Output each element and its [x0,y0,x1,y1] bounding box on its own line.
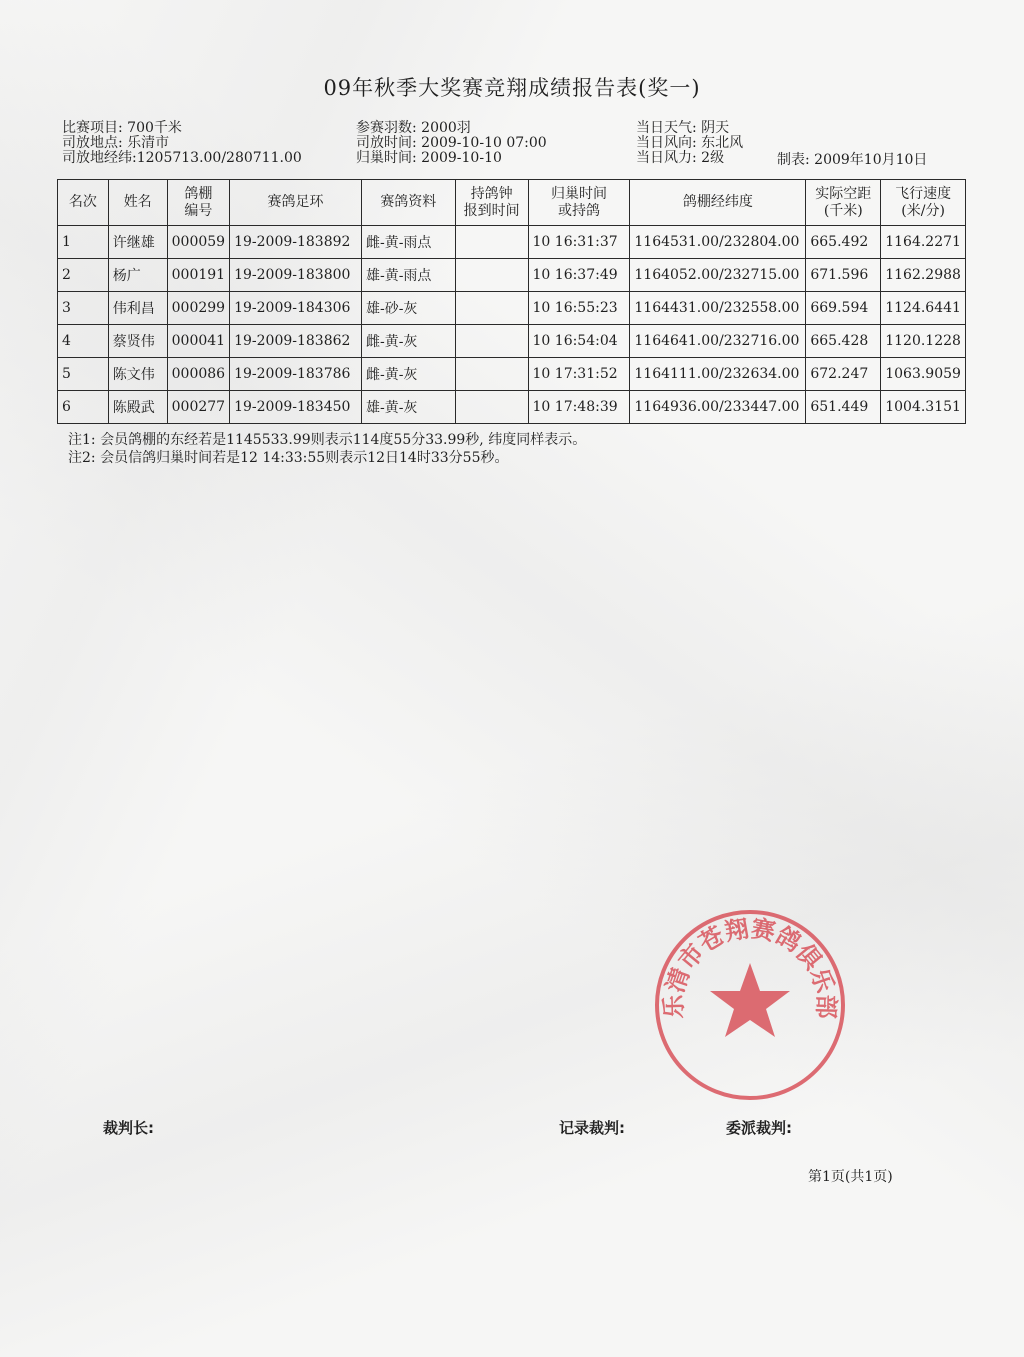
table-row [58,259,966,292]
race-item: 比赛项目: 700千米 [62,120,182,136]
report-title: 09年秋季大奖赛竞翔成绩报告表(奖一) [323,76,701,100]
table-row [58,226,966,259]
table-cell: 1124.6441 [881,292,966,325]
table-cell: 19-2009-183892 [230,226,362,259]
table-cell: 19-2009-183800 [230,259,362,292]
column-header: 持鸽钟 报到时间 [455,180,528,226]
seal-star-icon [710,963,790,1037]
table-cell: 10 16:31:37 [528,226,630,259]
table-cell [455,325,528,358]
wind-force: 当日风力: 2级 [636,150,725,166]
table-cell: 雄-砂-灰 [361,292,455,325]
table-cell: 000277 [167,391,229,424]
table-cell: 雌-黄-灰 [361,325,455,358]
table-row [58,325,966,358]
table-row [58,358,966,391]
table-cell: 672.247 [806,358,881,391]
table-row [58,292,966,325]
column-header: 赛鸽足环 [230,180,362,226]
table-cell: 雄-黄-灰 [361,391,455,424]
table-header-row [58,180,966,226]
assigned-referee-label: 委派裁判: [726,1119,792,1137]
release-time: 司放时间: 2009-10-10 07:00 [356,135,547,151]
results-table [57,179,966,424]
table-cell: 19-2009-183450 [230,391,362,424]
column-header: 鸽棚经纬度 [630,180,806,226]
table-cell: 000299 [167,292,229,325]
table-cell: 1164052.00/232715.00 [630,259,806,292]
release-coordinates: 司放地经纬:1205713.00/280711.00 [62,150,302,166]
table-cell: 雌-黄-雨点 [361,226,455,259]
table-cell: 伟利昌 [108,292,167,325]
return-time: 归巢时间: 2009-10-10 [356,150,502,166]
table-cell: 1063.9059 [881,358,966,391]
wind-direction: 当日风向: 东北风 [636,135,744,151]
column-header: 鸽棚 编号 [167,180,229,226]
table-cell: 1120.1228 [881,325,966,358]
info-right [636,121,743,166]
made-date: 制表: 2009年10月10日 [777,152,928,168]
column-header: 姓名 [108,180,167,226]
info-left [62,121,302,166]
column-header: 归巢时间 或持鸽 [528,180,630,226]
table-body [58,226,966,424]
club-seal [650,905,850,1105]
table-cell: 000086 [167,358,229,391]
table-cell [455,391,528,424]
table-cell [455,292,528,325]
table-cell: 1004.3151 [881,391,966,424]
table-cell: 1164111.00/232634.00 [630,358,806,391]
table-cell: 2 [58,259,109,292]
table-cell: 665.492 [806,226,881,259]
table-cell: 000191 [167,259,229,292]
table-cell: 19-2009-183786 [230,358,362,391]
table-cell: 10 16:54:04 [528,325,630,358]
table-cell: 000059 [167,226,229,259]
table-cell: 1 [58,226,109,259]
table-cell: 4 [58,325,109,358]
column-header: 飞行速度 (米/分) [881,180,966,226]
table-cell: 陈文伟 [108,358,167,391]
table-cell: 杨广 [108,259,167,292]
table-cell: 19-2009-184306 [230,292,362,325]
page-number: 第1页(共1页) [808,1169,893,1185]
table-cell: 许继雄 [108,226,167,259]
notes [68,431,586,467]
table-cell: 10 17:31:52 [528,358,630,391]
table-cell: 1164431.00/232558.00 [630,292,806,325]
table-cell: 665.428 [806,325,881,358]
table-cell: 陈殿武 [108,391,167,424]
table-cell: 10 16:55:23 [528,292,630,325]
chief-referee-label: 裁判长: [103,1119,154,1137]
table-cell: 669.594 [806,292,881,325]
table-cell: 雌-黄-灰 [361,358,455,391]
column-header: 实际空距 (千米) [806,180,881,226]
table-cell [455,259,528,292]
note-1: 注1: 会员鸽棚的东经若是1145533.99则表示114度55分33.99秒, 纬度同样表示。 [68,432,587,448]
table-cell: 蔡贤伟 [108,325,167,358]
table-cell: 19-2009-183862 [230,325,362,358]
table-cell: 000041 [167,325,229,358]
column-header: 名次 [58,180,109,226]
table-cell: 671.596 [806,259,881,292]
weather: 当日天气: 阴天 [636,120,730,136]
table-cell: 1164641.00/232716.00 [630,325,806,358]
table-row [58,391,966,424]
table-cell: 1162.2988 [881,259,966,292]
table-cell: 1164936.00/233447.00 [630,391,806,424]
entry-count: 参赛羽数: 2000羽 [356,120,471,136]
table-cell: 3 [58,292,109,325]
table-cell: 651.449 [806,391,881,424]
table-cell [455,358,528,391]
table-cell [455,226,528,259]
column-header: 赛鸽资料 [361,180,455,226]
table-cell: 6 [58,391,109,424]
release-location: 司放地点: 乐清市 [62,135,170,151]
table-cell: 1164531.00/232804.00 [630,226,806,259]
info-middle [356,121,547,166]
table-cell: 10 16:37:49 [528,259,630,292]
table-cell: 10 17:48:39 [528,391,630,424]
note-2: 注2: 会员信鸽归巢时间若是12 14:33:55则表示12日14时33分55秒。 [68,450,509,466]
seal-text: 乐清市苍翔赛鸽俱乐部 [659,914,841,1020]
table-cell: 雄-黄-雨点 [361,259,455,292]
table-cell: 1164.2271 [881,226,966,259]
table-cell: 5 [58,358,109,391]
recording-referee-label: 记录裁判: [559,1119,625,1137]
